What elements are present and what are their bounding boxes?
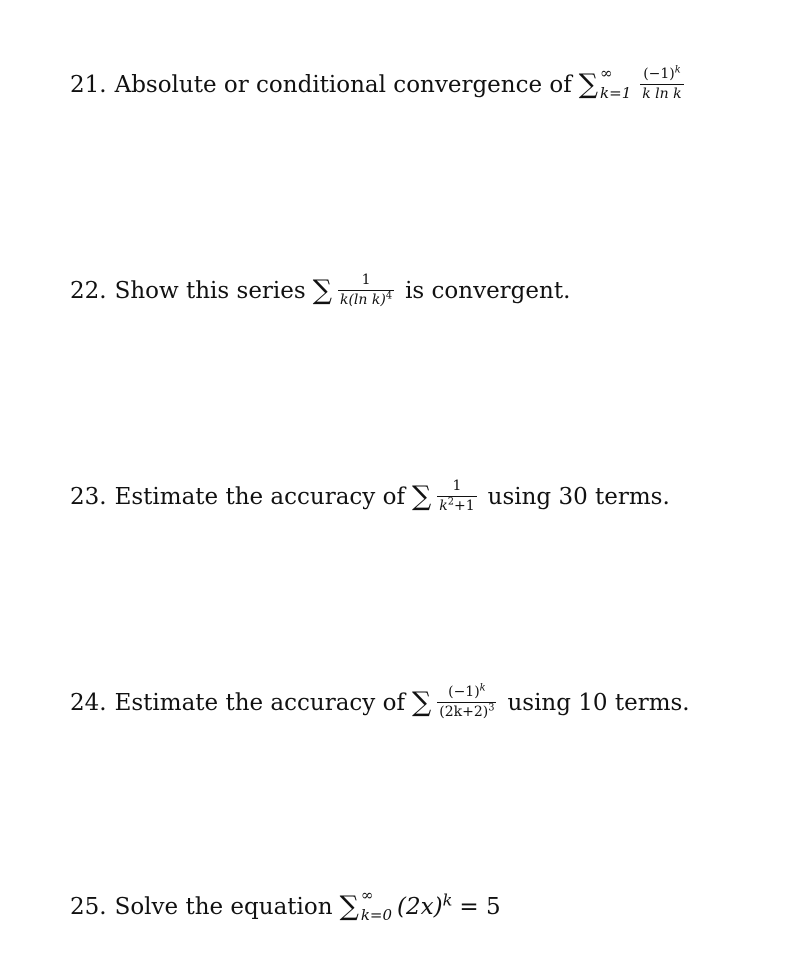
problem-number: 24. [70, 690, 107, 717]
summation-symbol: ∑ [411, 686, 432, 718]
problem-text-after: using 10 terms. [507, 690, 690, 717]
sum-upper-limit: ∞ [360, 886, 374, 904]
equation-expression: $(2x)^k = 5$ [397, 890, 501, 920]
fraction-numerator: $(-1)^k$ [448, 682, 486, 700]
problem-text: Estimate the accuracy of [114, 484, 405, 511]
fraction-numerator: $(-1)^k$ [643, 64, 681, 82]
fraction-denominator: $k^2+1$ [439, 496, 475, 514]
series-term-fraction [640, 64, 683, 102]
fraction-denominator: k ln k [642, 85, 682, 102]
problem-number: 21. [70, 72, 107, 99]
problem-22 [70, 274, 570, 308]
problem-text-after: is convergent. [405, 278, 571, 305]
fraction-numerator: 1 [452, 478, 462, 494]
fraction-numerator: 1 [361, 272, 371, 288]
summation-limits [600, 64, 632, 103]
sum-lower-limit: k=1 [600, 84, 632, 103]
problem-24 [70, 682, 690, 720]
series-term-fraction [437, 682, 496, 720]
fraction-denominator: k(ln k)$^4$ [339, 290, 393, 308]
problem-number: 23. [70, 484, 107, 511]
problem-25 [70, 886, 501, 924]
summation-symbol: ∑ [312, 274, 332, 306]
problem-text: Estimate the accuracy of [114, 690, 405, 717]
problem-text: Absolute or conditional convergence of [114, 72, 572, 99]
problem-23 [70, 480, 670, 514]
sum-lower-limit: k=0 [360, 906, 393, 924]
sum-upper-limit: ∞ [600, 64, 613, 83]
summation-limits [360, 886, 393, 924]
problem-number: 22. [70, 278, 107, 305]
summation-symbol: ∑ [578, 68, 599, 100]
problem-text-after: using 30 terms. [487, 484, 670, 511]
problem-text: Show this series [114, 278, 306, 305]
problem-text: Solve the equation [114, 894, 333, 920]
series-term-fraction [437, 479, 476, 513]
summation-symbol: ∑ [339, 890, 359, 922]
problem-21 [70, 64, 688, 103]
problem-number: 25. [70, 894, 107, 920]
fraction-denominator: $(2k+2)^3$ [439, 702, 495, 720]
summation-symbol: ∑ [411, 480, 432, 512]
series-term-fraction [338, 273, 394, 307]
